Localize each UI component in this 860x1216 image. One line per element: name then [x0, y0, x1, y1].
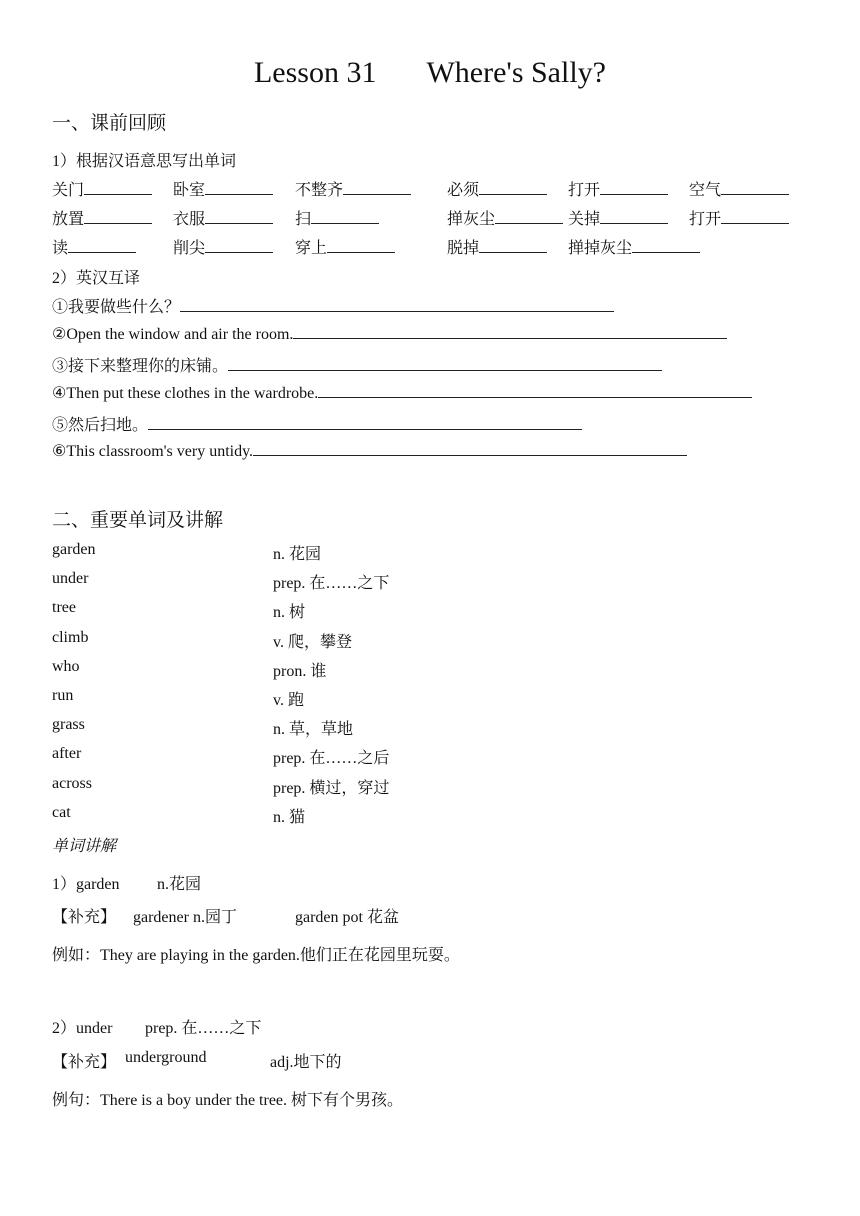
blank-item: 掸灰尘	[447, 206, 563, 229]
explanation-pos: prep. 在……之下	[145, 1020, 262, 1037]
lesson-number: Lesson 31	[253, 56, 377, 89]
page-title	[0, 56, 860, 90]
vocab-word: after	[52, 745, 82, 762]
vocab-definition: n. 花园	[273, 546, 322, 563]
vocab-definition: v. 爬，攀登	[273, 634, 352, 651]
supplement-label: 【补充】	[52, 909, 117, 926]
subheading-translate: 2）英汉互译	[52, 270, 141, 287]
vocab-definition: pron. 谁	[273, 663, 327, 680]
vocab-word: climb	[52, 629, 89, 646]
vocab-definition: v. 跑	[273, 692, 304, 709]
supplement-text: garden pot 花盆	[295, 909, 399, 926]
blank-item: 卧室	[173, 177, 273, 200]
supplement-label: 【补充】	[52, 1054, 117, 1071]
translation-item: ④Then put these clothes in the wardrobe.	[52, 383, 752, 403]
vocab-word: run	[52, 687, 74, 704]
blank-item: 读	[52, 235, 136, 258]
section-heading-vocab: 二、重要单词及讲解	[52, 510, 224, 531]
blank-item: 关门	[52, 177, 152, 200]
blank-item: 掸掉灰尘	[568, 235, 700, 258]
blank-item: 关掉	[568, 206, 668, 229]
blank-item: 不整齐	[295, 177, 411, 200]
translation-item: ⑤然后扫地。	[52, 412, 582, 435]
vocab-word: under	[52, 570, 89, 587]
blank-item: 穿上	[295, 235, 395, 258]
vocab-word: who	[52, 658, 80, 675]
example-sentence: 例句：There is a boy under the tree. 树下有个男孩。	[52, 1092, 404, 1109]
supplement-text: underground	[125, 1049, 207, 1066]
vocab-word: grass	[52, 716, 85, 733]
vocab-definition: prep. 在……之下	[273, 575, 390, 592]
supplement-text: gardener n.园丁	[133, 909, 237, 926]
blank-item: 空气	[689, 177, 789, 200]
subheading-write-words: 1）根据汉语意思写出单词	[52, 153, 237, 170]
blank-item: 扫	[295, 206, 379, 229]
blank-item: 打开	[568, 177, 668, 200]
vocab-word: garden	[52, 541, 96, 558]
supplement-text: adj.地下的	[270, 1054, 342, 1071]
translation-item: ③接下来整理你的床铺。	[52, 353, 662, 376]
explanation-pos: n.花园	[157, 876, 202, 893]
explanation-title: 1）garden	[52, 876, 120, 893]
vocab-definition: prep. 横过，穿过	[273, 780, 390, 797]
blank-item: 脱掉	[447, 235, 547, 258]
vocab-word: tree	[52, 599, 76, 616]
blank-item: 衣服	[173, 206, 273, 229]
blank-item: 削尖	[173, 235, 273, 258]
vocab-definition: n. 树	[273, 604, 306, 621]
blank-item: 必须	[447, 177, 547, 200]
vocab-definition: prep. 在……之后	[273, 750, 390, 767]
vocab-definition: n. 猫	[273, 809, 306, 826]
example-sentence: 例如：They are playing in the garden.他们正在花园里玩耍。	[52, 947, 460, 964]
blank-item: 放置	[52, 206, 152, 229]
explanation-title: 2）under	[52, 1020, 113, 1037]
translation-item: ①我要做些什么？	[52, 294, 614, 317]
explanation-heading: 单词讲解	[52, 838, 117, 855]
blank-item: 打开	[689, 206, 789, 229]
translation-item: ②Open the window and air the room.	[52, 324, 727, 344]
section-heading-review: 一、课前回顾	[52, 113, 167, 134]
translation-item: ⑥This classroom's very untidy.	[52, 441, 687, 461]
vocab-word: across	[52, 775, 92, 792]
lesson-name: Where's Sally?	[426, 56, 606, 89]
vocab-word: cat	[52, 804, 71, 821]
vocab-definition: n. 草，草地	[273, 721, 354, 738]
